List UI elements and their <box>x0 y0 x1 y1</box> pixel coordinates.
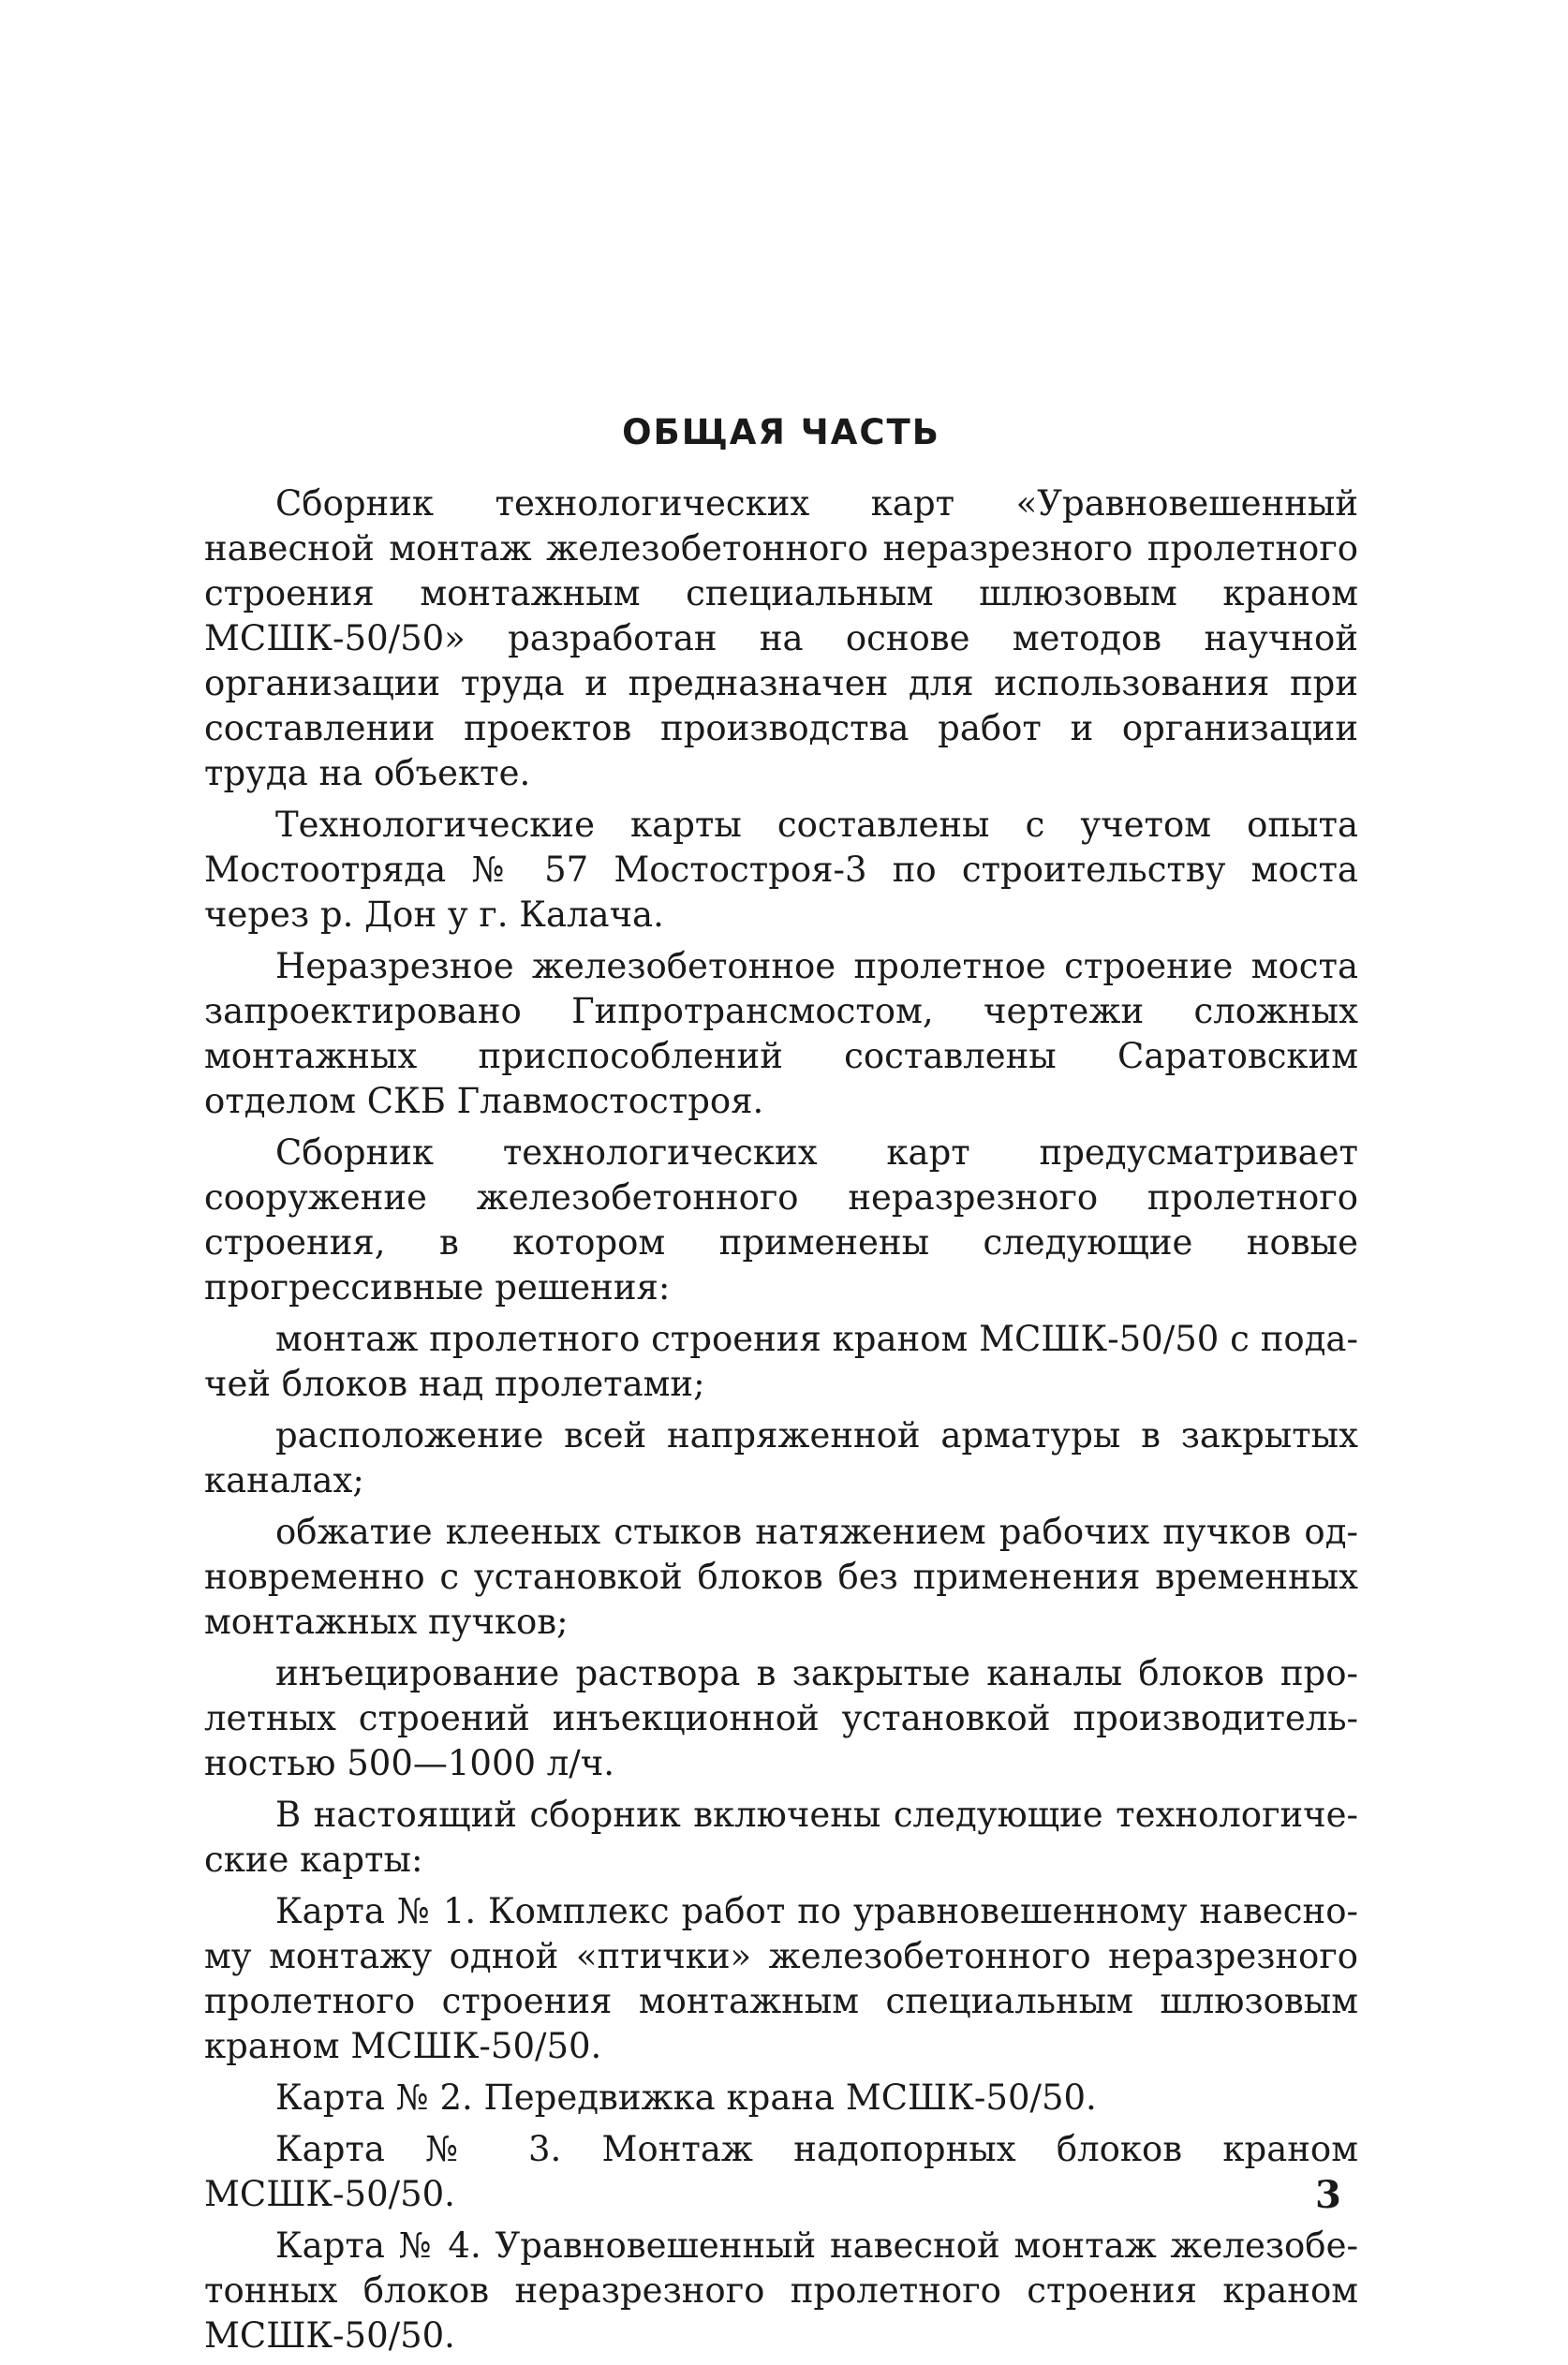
card-item-4: Карта № 4. Уравновешенный навесной монтаж железобетонных блоков неразрезного пролетного строения краном МСШК-50/50. <box>204 2225 1358 2357</box>
list-item-compression: обжатие клееных стыков натяжением рабочих пучков одновременно с установкой блоков без применения временных монтажных пучков; <box>204 1512 1358 1643</box>
list-item-reinforcement: расположение всей напряженной арматуры в закрытых каналах; <box>204 1415 1358 1501</box>
card-item-3: Карта № 3. Монтаж надопорных блоков краном МСШК-50/50. <box>204 2129 1358 2215</box>
section-heading: ОБЩАЯ ЧАСТЬ <box>622 412 940 452</box>
card-item-1: Карта № 1. Комплекс работ по уравновешенному навесному монтажу одной «птички» железобетонного неразрезного пролетного строения монтажным специальным шлюзовым краном МСШК-50/50. <box>204 1891 1358 2067</box>
list-item-injection: инъецирование раствора в закрытые каналы блоков пролетных строений инъекционной установкой производительностью 500—1000 л/ч. <box>204 1653 1358 1784</box>
paragraph-experience: Технологические карты составлены с учетом опыта Мостоотряда № 57 Мостостроя-3 по строительству моста через р. Дон у г. Калача. <box>204 805 1358 936</box>
paragraph-cards-intro: В настоящий сборник включены следующие технологические карты: <box>204 1795 1358 1881</box>
card-item-2: Карта № 2. Передвижка крана МСШК-50/50. <box>275 2077 1097 2119</box>
paragraph-solutions: Сборник технологических карт предусматривает сооружение железобетонного неразрезного пролетного строения, в котором применены следующие новые прогрессивные решения: <box>204 1132 1358 1308</box>
paragraph-design: Неразрезное железобетонное пролетное строение моста запроектировано Гипротрансмостом, чертежи сложных монтажных приспособлений составлены Саратовским отделом СКБ Главмостостроя. <box>204 946 1358 1122</box>
paragraph-intro: Сборник технологических карт «Уравновешенный навесной монтаж железобетонного неразрезного пролетного строения монтажным специальным шлюзовым краном МСШК-50/50» разработан на основе методов научной организации труда и предназначен для использования при составлении проектов производства работ и организации труда на объекте. <box>204 483 1358 794</box>
list-item-mounting: монтаж пролетного строения краном МСШК-50/50 с подачей блоков над пролетами; <box>204 1319 1358 1405</box>
page-number: 3 <box>1315 2173 1341 2217</box>
document-page <box>204 412 1358 2365</box>
